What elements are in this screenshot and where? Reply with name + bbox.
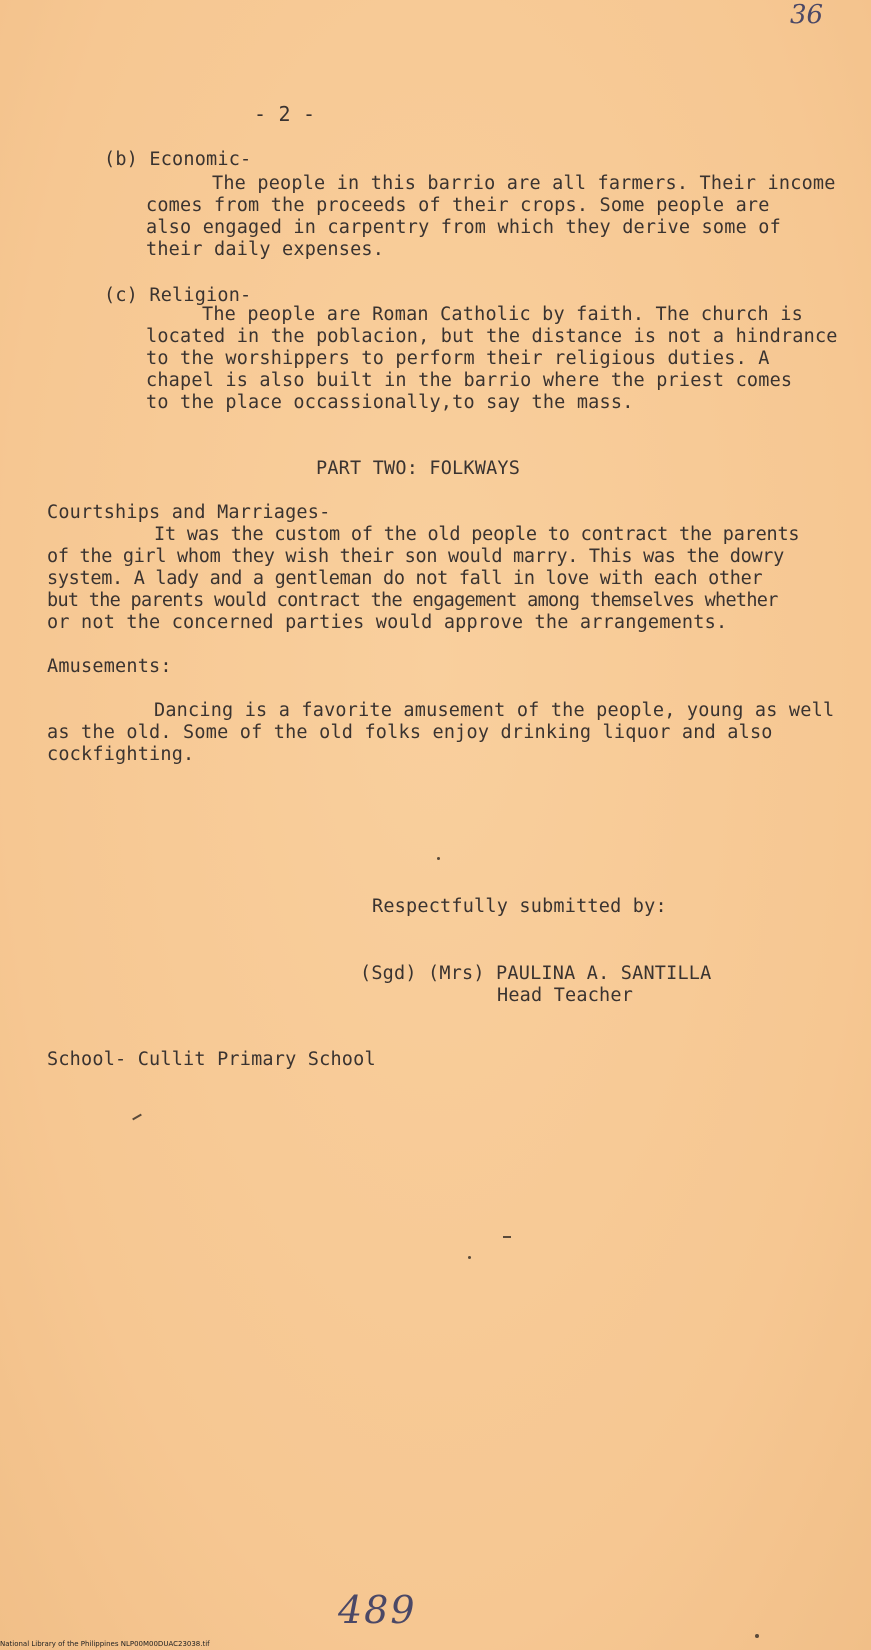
paragraph-line: of the girl whom they wish their son would marry. This was the dowry <box>47 546 784 567</box>
page-header: - 2 - <box>254 102 316 126</box>
stray-mark <box>468 1256 471 1259</box>
stray-mark <box>755 1634 759 1638</box>
paragraph-line: their daily expenses. <box>146 239 385 260</box>
paragraph-line: The people are Roman Catholic by faith. The church is <box>202 304 803 325</box>
section-heading-religion: (c) Religion- <box>104 285 252 306</box>
paragraph-line: as the old. Some of the old folks enjoy drinking liquor and also <box>47 722 773 743</box>
part-two-title: PART TWO: FOLKWAYS <box>316 458 521 479</box>
section-heading-amusements: Amusements: <box>47 656 172 677</box>
paragraph-line: also engaged in carpentry from which they derive some of <box>146 217 781 238</box>
stray-mark <box>132 1114 142 1121</box>
paragraph-line: system. A lady and a gentleman do not fall in love with each other <box>47 568 763 589</box>
signature-title: Head Teacher <box>497 985 634 1006</box>
section-heading-economic: (b) Economic- <box>104 149 252 170</box>
paragraph-line: comes from the proceeds of their crops. Some people are <box>146 195 770 216</box>
paragraph-line: chapel is also built in the barrio where the priest comes <box>146 370 793 391</box>
handwritten-archive-number: 489 <box>338 1588 417 1632</box>
paragraph-line: It was the custom of the old people to contract the parents <box>154 524 800 545</box>
signature-name: (Sgd) (Mrs) PAULINA A. SANTILLA <box>360 963 712 984</box>
paragraph-line: located in the poblacion, but the distance is not a hindrance <box>146 326 838 347</box>
paragraph-line: cockfighting. <box>47 744 195 765</box>
paragraph-line: to the place occassionally,to say the mass. <box>146 392 634 413</box>
paragraph-line: The people in this barrio are all farmers. Their income <box>212 173 836 194</box>
school-line: School- Cullit Primary School <box>47 1049 376 1070</box>
paragraph-line: or not the concerned parties would approve the arrangements. <box>47 612 728 633</box>
archive-footer: National Library of the Philippines NLP00M00DUAC23038.tif <box>0 1640 210 1648</box>
section-heading-courtships: Courtships and Marriages- <box>47 502 331 523</box>
paragraph-line: Dancing is a favorite amusement of the people, young as well <box>154 700 835 721</box>
handwritten-page-number: 36 <box>790 0 824 30</box>
paragraph-line: but the parents would contract the engagement among themselves whether <box>47 590 778 611</box>
submitted-by: Respectfully submitted by: <box>372 896 667 917</box>
stray-mark <box>503 1236 511 1238</box>
paragraph-line: to the worshippers to perform their religious duties. A <box>146 348 770 369</box>
stray-mark <box>437 857 440 860</box>
